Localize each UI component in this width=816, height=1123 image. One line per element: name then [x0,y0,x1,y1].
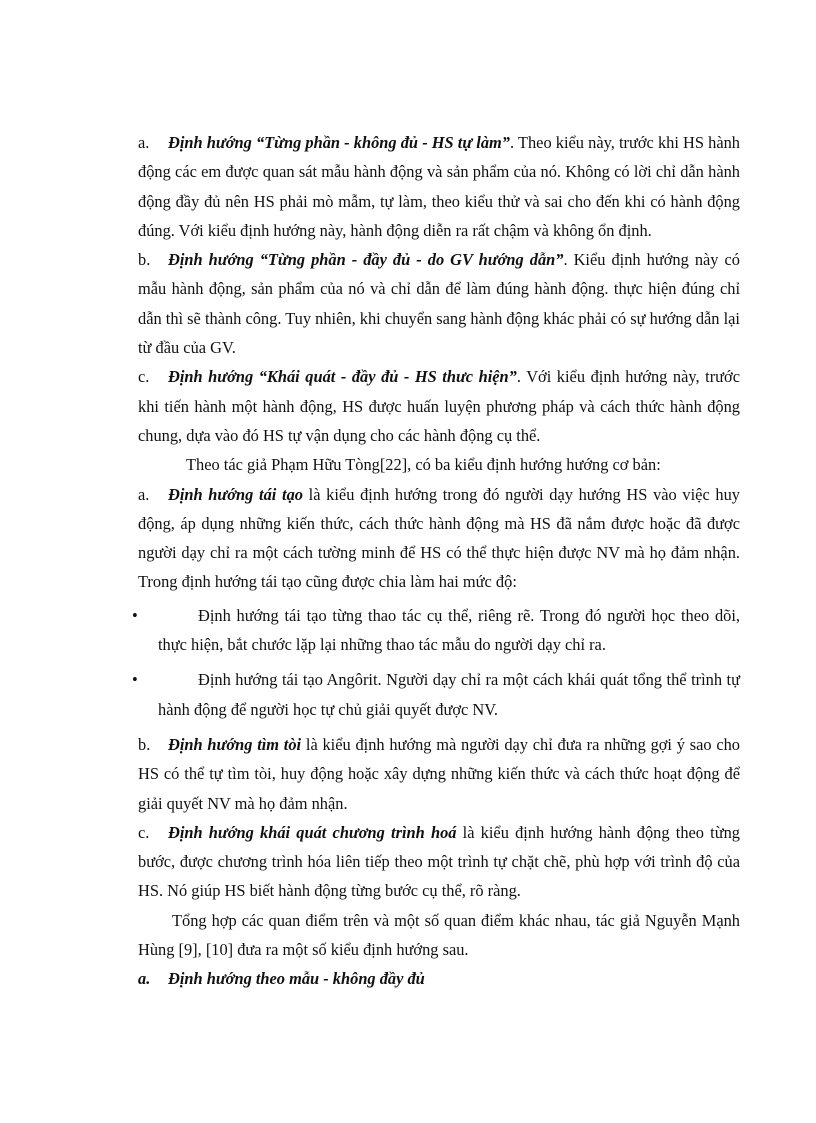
paragraph-heading: Định hướng tìm tòi [168,734,302,754]
intro-pham-huu-tong: Theo tác giả Phạm Hữu Tòng[22], có ba kiểu định hướng hướng cơ bản: [186,455,661,475]
list-marker: a. [138,133,150,152]
paragraph-text: . Kiểu định hướng này có mẫu hành động, sản phẩm của nó và chỉ dẫn để làm đúng hành động. thực hiện đúng chỉ dẫn thì sẽ thành công. Tuy nhiên, khi chuyển sang hành động khác phải có sự hướng dẫn lại từ đầu của GV. [138,250,740,358]
list-marker: c. [138,822,150,842]
paragraph-heading: Định hướng tái tạo [168,484,303,504]
list-marker: c. [138,367,150,387]
paragraph-text: . Theo kiểu này, trước khi HS hành động các em được quan sát mẫu hành động và sản phẩm của nó. Không có lời chỉ dẫn hành động đầy đủ nên HS phải mò mẫm, tự làm, theo kiểu thử và sai cho đến khi có hành động đúng. Với kiểu định hướng này, hành động diễn ra rất chậm và không ổn định. [138,133,740,240]
list-marker: b. [138,250,151,270]
bullet-text: Định hướng tái tạo Angôrit. Người dạy chỉ ra một cách khái quát tổng thể trình tự hành động để người học tự chủ giải quyết được NV. [158,670,740,719]
intro-nguyen-manh-hung: Tổng hợp các quan điểm trên và một số quan điểm khác nhau, tác giả Nguyễn Mạnh Hùng [9], [10] đưa ra một số kiểu định hướng sau. [138,910,740,960]
paragraph-text: là kiểu định hướng mà người dạy chỉ đưa ra những gợi ý sao cho HS có thể tự tìm tòi, huy động hoặc xây dựng những kiến thức và cách thức hoạt động để giải quyết NV mà họ đảm nhận. [138,734,740,813]
paragraph-a-reproductive [138,480,740,597]
paragraph-heading: Định hướng “Khái quát - đầy đủ - HS thưc hiện” [168,367,517,387]
paragraph-c-general-sufficient [138,362,740,450]
bullet-item [132,601,740,660]
paragraph-heading: Định hướng “Từng phần - không đủ - HS tự làm” [168,133,511,152]
bullet-item [132,665,740,724]
section-heading: Định hướng theo mẫu - không đầy đủ [168,969,425,989]
paragraph-b-partial-sufficient [138,245,740,362]
bullet-text: Định hướng tái tạo từng thao tác cụ thể, riêng rẽ. Trong đó người học theo dõi, thực hiện, bắt chước lặp lại những thao tác mẫu do người dạy chỉ ra. [158,605,740,655]
paragraph-text: là kiểu định hướng hành động theo từng bước, được chương trình hóa liên tiếp theo một trình tự chặt chẽ, phù hợp với trình độ của HS. Nó giúp HS biết hành động từng bước cụ thể, rõ ràng. [138,822,740,901]
list-marker: a. [138,969,151,989]
paragraph-c-programmed [138,818,740,906]
paragraph-text: là kiểu định hướng trong đó người dạy hướng HS vào việc huy động, áp dụng những kiến thức, cách thức hành động mà HS đã nắm được hoặc đã được người dạy chỉ ra một cách tường minh để HS có thể thực hiện được NV mà họ đảm nhận. Trong định hướng tái tạo cũng được chia làm hai mức độ: [138,484,740,592]
section-heading-model-insufficient [138,964,740,993]
list-marker: a. [138,484,150,504]
paragraph-text: . Với kiểu định hướng này, trước khi tiến hành một hành động, HS được huấn luyện phương pháp và cách thức hành động chung, dựa vào đó HS tự vận dụng cho các hành động cụ thể. [138,367,740,445]
paragraph-heading: Định hướng khái quát chương trình hoá [168,822,457,842]
paragraph-a-partial-insufficient [138,128,740,245]
list-marker: b. [138,734,151,754]
document-body [132,128,740,994]
bullet-icon: • [132,670,138,690]
paragraph-b-exploratory [138,730,740,818]
paragraph-heading: Định hướng “Từng phần - đầy đủ - do GV hướng dẫn” [168,250,564,270]
bullet-icon: • [132,605,138,625]
